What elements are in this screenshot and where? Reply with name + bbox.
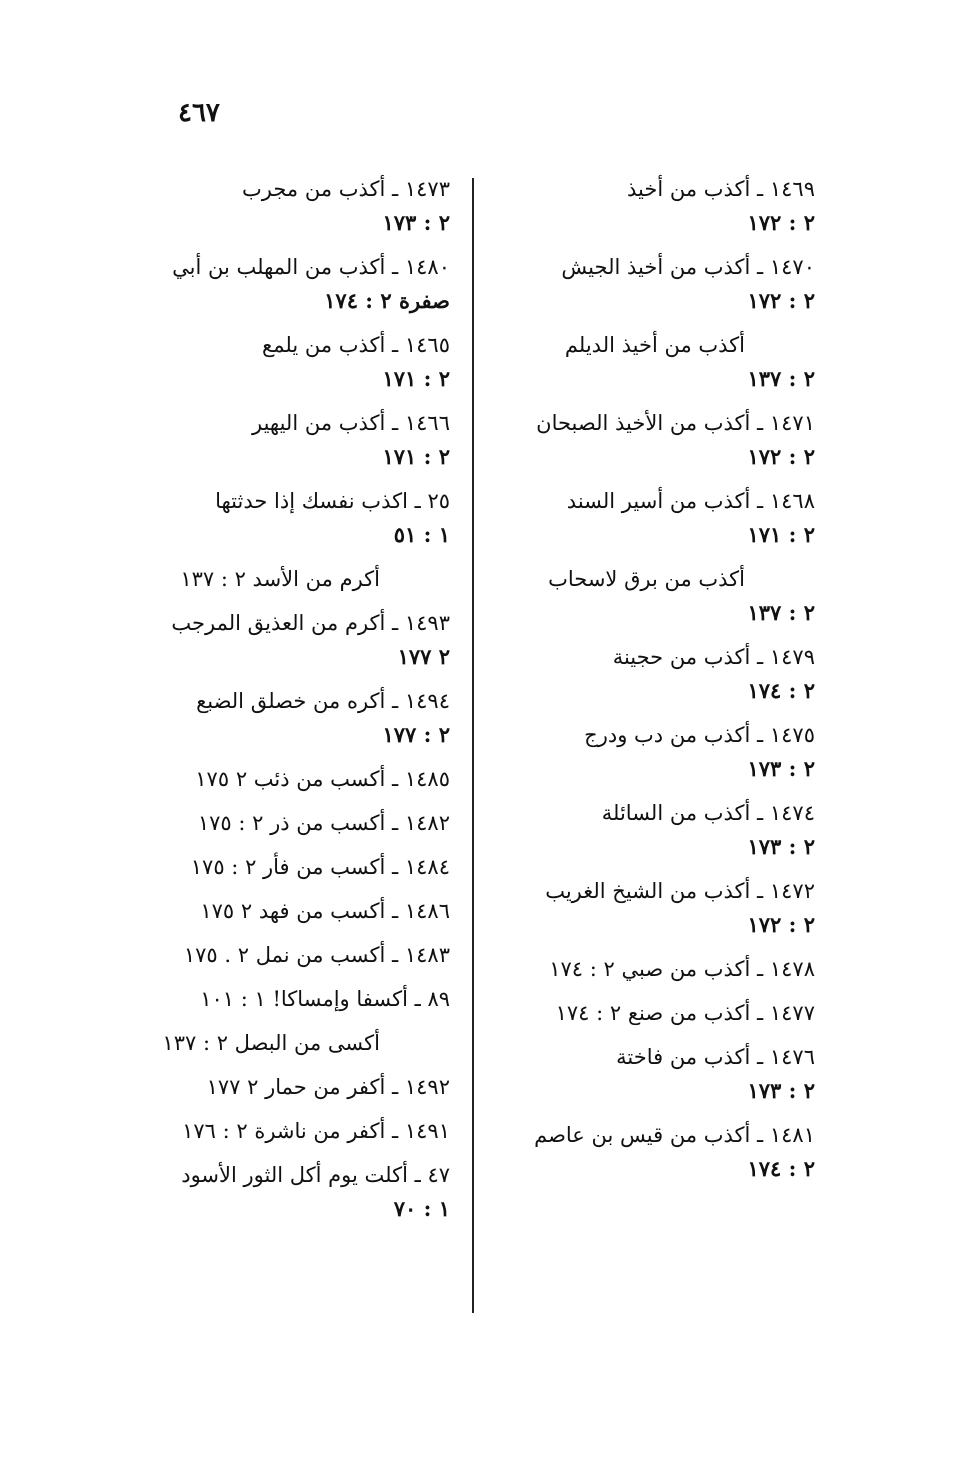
index-reference: ٢ : ١٧٢ bbox=[747, 210, 815, 235]
index-entry: ٨٩ ـ أكسفا وإمساكا! ١ : ١٠١ bbox=[200, 987, 450, 1011]
index-entry: ١٤٦٩ ـ أكذب من أخيذ bbox=[626, 177, 815, 201]
index-reference: ٢ : ١٣٧ bbox=[747, 366, 815, 391]
index-reference: ٢ : ١٧١ bbox=[747, 522, 815, 547]
index-entry: ١٤٨١ ـ أكذب من قيس بن عاصم bbox=[534, 1123, 815, 1147]
index-reference: ٢ : ١٧٣ bbox=[747, 756, 815, 781]
index-reference: ٢ : ١٧٢ bbox=[747, 288, 815, 313]
index-entry: ١٤٩١ ـ أكفر من ناشرة ٢ : ١٧٦ bbox=[182, 1119, 450, 1143]
index-entry: ١٤٧٨ ـ أكذب من صبي ٢ : ١٧٤ bbox=[549, 957, 815, 981]
column-divider bbox=[472, 178, 474, 1313]
index-reference: ٢ : ١٧٣ bbox=[747, 834, 815, 859]
index-entry: ١٤٦٥ ـ أكذب من يلمع bbox=[262, 333, 450, 357]
index-entry: ١٤٧٩ ـ أكذب من حجينة bbox=[612, 645, 815, 669]
index-entry: ١٤٧٦ ـ أكذب من فاختة bbox=[616, 1045, 815, 1069]
index-reference: ٢ : ١٣٧ bbox=[747, 600, 815, 625]
index-reference: ٢ : ١٧٤ bbox=[747, 1156, 815, 1181]
index-reference: ٢ : ١٧٤ bbox=[747, 678, 815, 703]
index-entry: أكسى من البصل ٢ : ١٣٧ bbox=[162, 1031, 380, 1055]
index-entry: أكذب من برق لاسحاب bbox=[548, 567, 745, 591]
index-reference: ٢ : ١٧٣ bbox=[747, 1078, 815, 1103]
index-reference: ٢ ١٧٧ bbox=[397, 644, 450, 669]
index-entry: ١٤٩٢ ـ أكفر من حمار ٢ ١٧٧ bbox=[206, 1075, 450, 1099]
index-entry: ١٤٧٠ ـ أكذب من أخيذ الجيش bbox=[561, 255, 815, 279]
index-entry: ١٤٦٦ ـ أكذب من اليهير bbox=[251, 411, 450, 435]
index-entry: ١٤٨٢ ـ أكسب من ذر ٢ : ١٧٥ bbox=[197, 811, 450, 835]
index-reference: ١ : ٥١ bbox=[393, 522, 450, 547]
index-reference: ٢ : ١٧٢ bbox=[747, 444, 815, 469]
index-reference: صفرة ٢ : ١٧٤ bbox=[324, 288, 450, 313]
index-reference: ٢ : ١٧٧ bbox=[382, 722, 450, 747]
index-reference: ١ : ٧٠ bbox=[393, 1196, 450, 1221]
index-entry: ٤٧ ـ أكلت يوم أكل الثور الأسود bbox=[181, 1163, 450, 1187]
index-reference: ٢ : ١٧١ bbox=[382, 444, 450, 469]
index-entry: أكذب من أخيذ الديلم bbox=[564, 333, 745, 357]
index-column-left bbox=[140, 172, 450, 1226]
index-entry: ١٤٧٥ ـ أكذب من دب ودرج bbox=[584, 723, 815, 747]
index-entry: ١٤٩٤ ـ أكره من خصلق الضبع bbox=[196, 689, 450, 713]
index-entry: ١٤٨٣ ـ أكسب من نمل ٢ . ١٧٥ bbox=[183, 943, 450, 967]
index-entry: ٢٥ ـ اكذب نفسك إذا حدثتها bbox=[215, 489, 450, 513]
index-entry: ١٤٨٦ ـ أكسب من فهد ٢ ١٧٥ bbox=[200, 899, 450, 923]
index-entry: ١٤٩٣ ـ أكرم من العذيق المرجب bbox=[171, 611, 450, 635]
index-column-right bbox=[495, 172, 815, 1186]
index-entry: ١٤٧٧ ـ أكذب من صنع ٢ : ١٧٤ bbox=[555, 1001, 815, 1025]
page-number: ٤٦٧ bbox=[178, 98, 220, 128]
index-reference: ٢ : ١٧١ bbox=[382, 366, 450, 391]
index-entry: ١٤٨٠ ـ أكذب من المهلب بن أبي bbox=[172, 255, 450, 279]
index-entry: ١٤٧١ ـ أكذب من الأخيذ الصبحان bbox=[536, 411, 815, 435]
index-entry: ١٤٨٤ ـ أكسب من فأر ٢ : ١٧٥ bbox=[190, 855, 450, 879]
index-reference: ٢ : ١٧٣ bbox=[382, 210, 450, 235]
index-entry: أكرم من الأسد ٢ : ١٣٧ bbox=[180, 567, 380, 591]
index-entry: ١٤٦٨ ـ أكذب من أسير السند bbox=[566, 489, 815, 513]
index-entry: ١٤٧٤ ـ أكذب من السائلة bbox=[601, 801, 815, 825]
index-entry: ١٤٧٢ ـ أكذب من الشيخ الغريب bbox=[545, 879, 815, 903]
index-entry: ١٤٨٥ ـ أكسب من ذئب ٢ ١٧٥ bbox=[195, 767, 450, 791]
index-entry: ١٤٧٣ ـ أكذب من مجرب bbox=[242, 177, 450, 201]
index-reference: ٢ : ١٧٢ bbox=[747, 912, 815, 937]
